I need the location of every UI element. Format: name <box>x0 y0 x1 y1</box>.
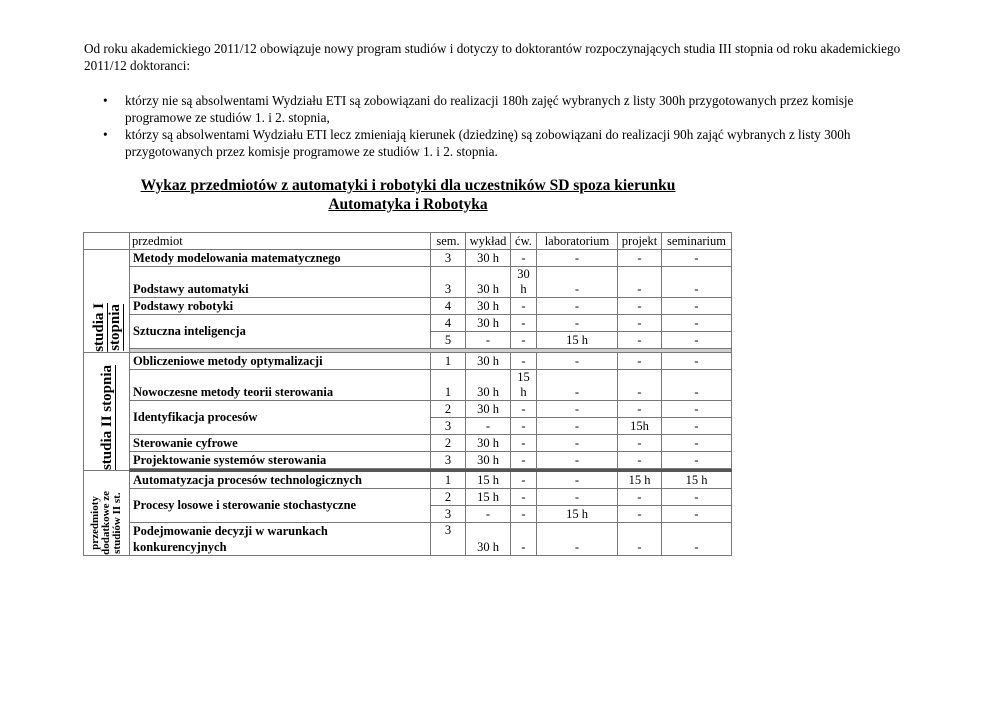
table-row: Sterowanie cyfrowe 2 30 h - - - - <box>84 435 732 452</box>
intro-paragraph: Od roku akademickiego 2011/12 obowiązuje nowy program studiów i dotyczy to doktorantów rozpoczynających studia III stopnia od roku akademickiego 2011/12 doktoranci: <box>84 41 901 73</box>
table-row: Identyfikacja procesów 2 30 h - - - - <box>84 401 732 418</box>
table-header-row <box>84 233 732 250</box>
header-laboratory: laboratorium <box>537 233 618 250</box>
header-seminar: seminarium <box>662 233 732 250</box>
header-semester: sem. <box>431 233 466 250</box>
header-subject: przedmiot <box>130 233 431 250</box>
table-row: Projektowanie systemów sterowania 3 30 h - - - - <box>84 452 732 469</box>
table-row: Podstawy robotyki 4 30 h - - - - <box>84 298 732 315</box>
requirements-list <box>84 92 914 160</box>
bullet-icon: • <box>103 127 108 142</box>
document-title: Wykaz przedmiotów z automatyki i robotyki dla uczestników SD spoza kierunku Automatyka i Robotyka <box>140 177 676 213</box>
header-project: projekt <box>618 233 662 250</box>
table-row: 3 - - - 15h - <box>84 418 732 435</box>
table-row: 3 - - 15 h - - <box>84 506 732 523</box>
table-row: studia II stopnia Obliczeniowe metody optymalizacji 1 30 h - - - - <box>84 353 732 370</box>
header-exercises: ćw. <box>511 233 537 250</box>
subjects-table <box>83 232 732 556</box>
table-row: Procesy losowe i sterowanie stochastyczne 2 15 h - - - - <box>84 489 732 506</box>
table-row: przedmioty dodatkowe ze studiów II st. Automatyzacja procesów technologicznych 1 15 h - - 15 h 15 h <box>84 471 732 489</box>
table-row: Sztuczna inteligencja 4 30 h - - - - <box>84 315 732 332</box>
table-row: 5 - - 15 h - - <box>84 332 732 349</box>
header-lecture: wykład <box>466 233 511 250</box>
table-row: Nowoczesne metody teorii sterowania 1 30 h 15 h - - - <box>84 370 732 401</box>
group-label-second-cycle: studia II stopnia <box>84 353 130 471</box>
list-item: • którzy są absolwentami Wydziału ETI lecz zmieniają kierunek (dziedzinę) są zobowiązani do realizacji 90h zająć wybranych z listy 300h przygotowanych przez komisje programowe ze studiów 1. i 2. stopnia. <box>103 127 851 159</box>
table-row: Podejmowanie decyzji w warunkach konkurencyjnych 3 30 h - - - - <box>84 523 732 556</box>
list-item: • którzy nie są absolwentami Wydziału ETI są zobowiązani do realizacji 180h zajęć wybranych z listy 300h przygotowanych przez komisje programowe ze studiów 1. i 2. stopnia, <box>103 93 854 125</box>
bullet-icon: • <box>103 93 108 108</box>
group-label-additional: przedmioty dodatkowe ze studiów II st. <box>84 471 130 556</box>
group-label-first-cycle: studia I stopnia <box>84 250 130 353</box>
header-blank <box>84 233 130 250</box>
table-row: Podstawy automatyki 3 30 h 30 h - - - <box>84 267 732 298</box>
table-row: studia I stopnia Metody modelowania matematycznego 3 30 h - - - - <box>84 250 732 267</box>
